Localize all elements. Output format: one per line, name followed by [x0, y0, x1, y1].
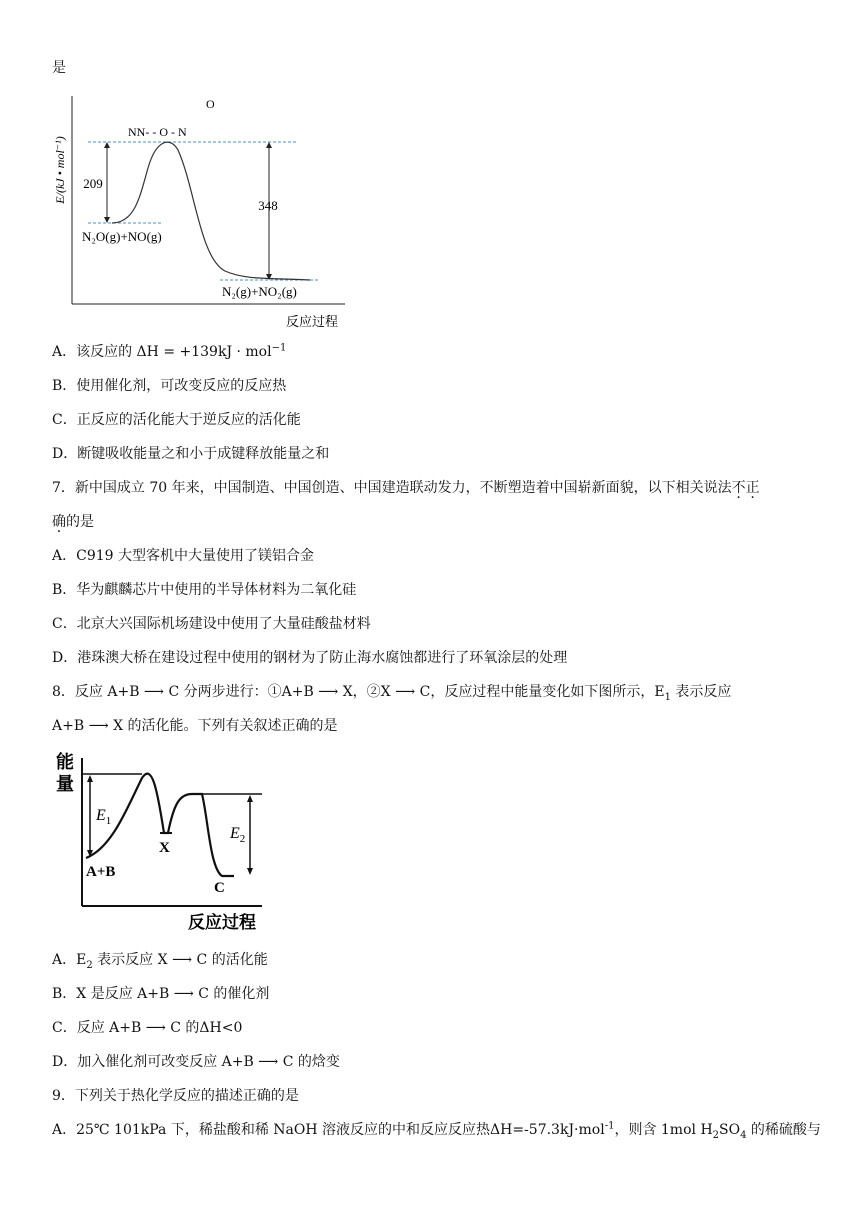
q9-option-a: A．25℃ 101kPa 下，稀盐酸和稀 NaOH 溶液反应的中和反应反应热ΔH=-57.3kJ·mol$^{-1}$，则含 1mol $H_2SO_4$ 的稀硫酸与	[52, 1120, 821, 1141]
q8-option-a: A．$E_2$ 表示反应 X ⟶ C 的活化能	[52, 952, 268, 971]
reactants-label: N₂O(g)+NO(g)	[82, 229, 162, 244]
energy-curve	[112, 142, 310, 280]
energy-diagram-2	[52, 748, 272, 934]
c-label: C	[214, 880, 225, 896]
q7-stem: 7．新中国成立 70 年来，中国制造、中国创造、中国建造联动发力，不断塑造着中国崭新面貌，以下相关说法不正	[52, 480, 760, 496]
transition-state-o: O	[206, 97, 215, 111]
q6-option-a: A．该反应的 ΔH = +139kJ · mol$^{-1}$	[52, 342, 287, 360]
q6-option-b: B．使用催化剂，可改变反应的反应热	[52, 378, 287, 394]
q8-stem-cont: A+B ⟶ X 的活化能。下列有关叙述正确的是	[52, 718, 338, 734]
e2-label: $E_2$	[230, 825, 246, 845]
y-axis-label: E/(kJ • mol⁻¹)	[53, 136, 67, 204]
q9-stem: 9．下列关于热化学反应的描述正确的是	[52, 1088, 299, 1104]
transition-state-label: NN- - O - N	[128, 125, 187, 139]
y-label-1: 能	[56, 752, 74, 772]
q7-option-c: C．北京大兴国际机场建设中使用了大量硅酸盐材料	[52, 616, 371, 632]
label-348: 348	[258, 198, 278, 213]
lead-text: 是	[52, 60, 66, 76]
q6-option-c: C．正反应的活化能大于逆反应的活化能	[52, 412, 301, 428]
ab-label: A+B	[86, 864, 116, 880]
q7-option-d: D．港珠澳大桥在建设过程中使用的钢材为了防止海水腐蚀都进行了环氧涂层的处理	[52, 650, 568, 666]
q7-option-b: B．华为麒麟芯片中使用的半导体材料为二氧化硅	[52, 582, 357, 598]
x-axis-label: 反应过程	[285, 314, 339, 329]
label-209: 209	[83, 176, 103, 191]
x-axis-label-2: 反应过程	[188, 913, 256, 932]
q8-option-c: C．反应 A+B ⟶ C 的ΔH<0	[52, 1020, 243, 1036]
q7-stem-cont: 确的是	[52, 514, 94, 530]
q7-option-a: A．C919 大型客机中大量使用了镁铝合金	[52, 548, 314, 564]
energy-diagram-1	[50, 88, 350, 333]
q6-option-d: D．断键吸收能量之和小于成键释放能量之和	[52, 446, 330, 462]
q8-option-d: D．加入催化剂可改变反应 A+B ⟶ C 的焓变	[52, 1054, 340, 1070]
q8-stem: 8．反应 A+B ⟶ C 分两步进行：①A+B ⟶ X，②X ⟶ C，反应过程中能量变化如下图所示，$E_1$ 表示反应	[52, 684, 732, 703]
q8-option-b: B．X 是反应 A+B ⟶ C 的催化剂	[52, 986, 270, 1002]
e1-label: $E_1$	[96, 807, 112, 827]
x-intermediate-label: X	[159, 840, 170, 856]
products-label: N₂(g)+NO₂(g)	[222, 284, 297, 299]
y-label-2: 量	[56, 774, 74, 794]
